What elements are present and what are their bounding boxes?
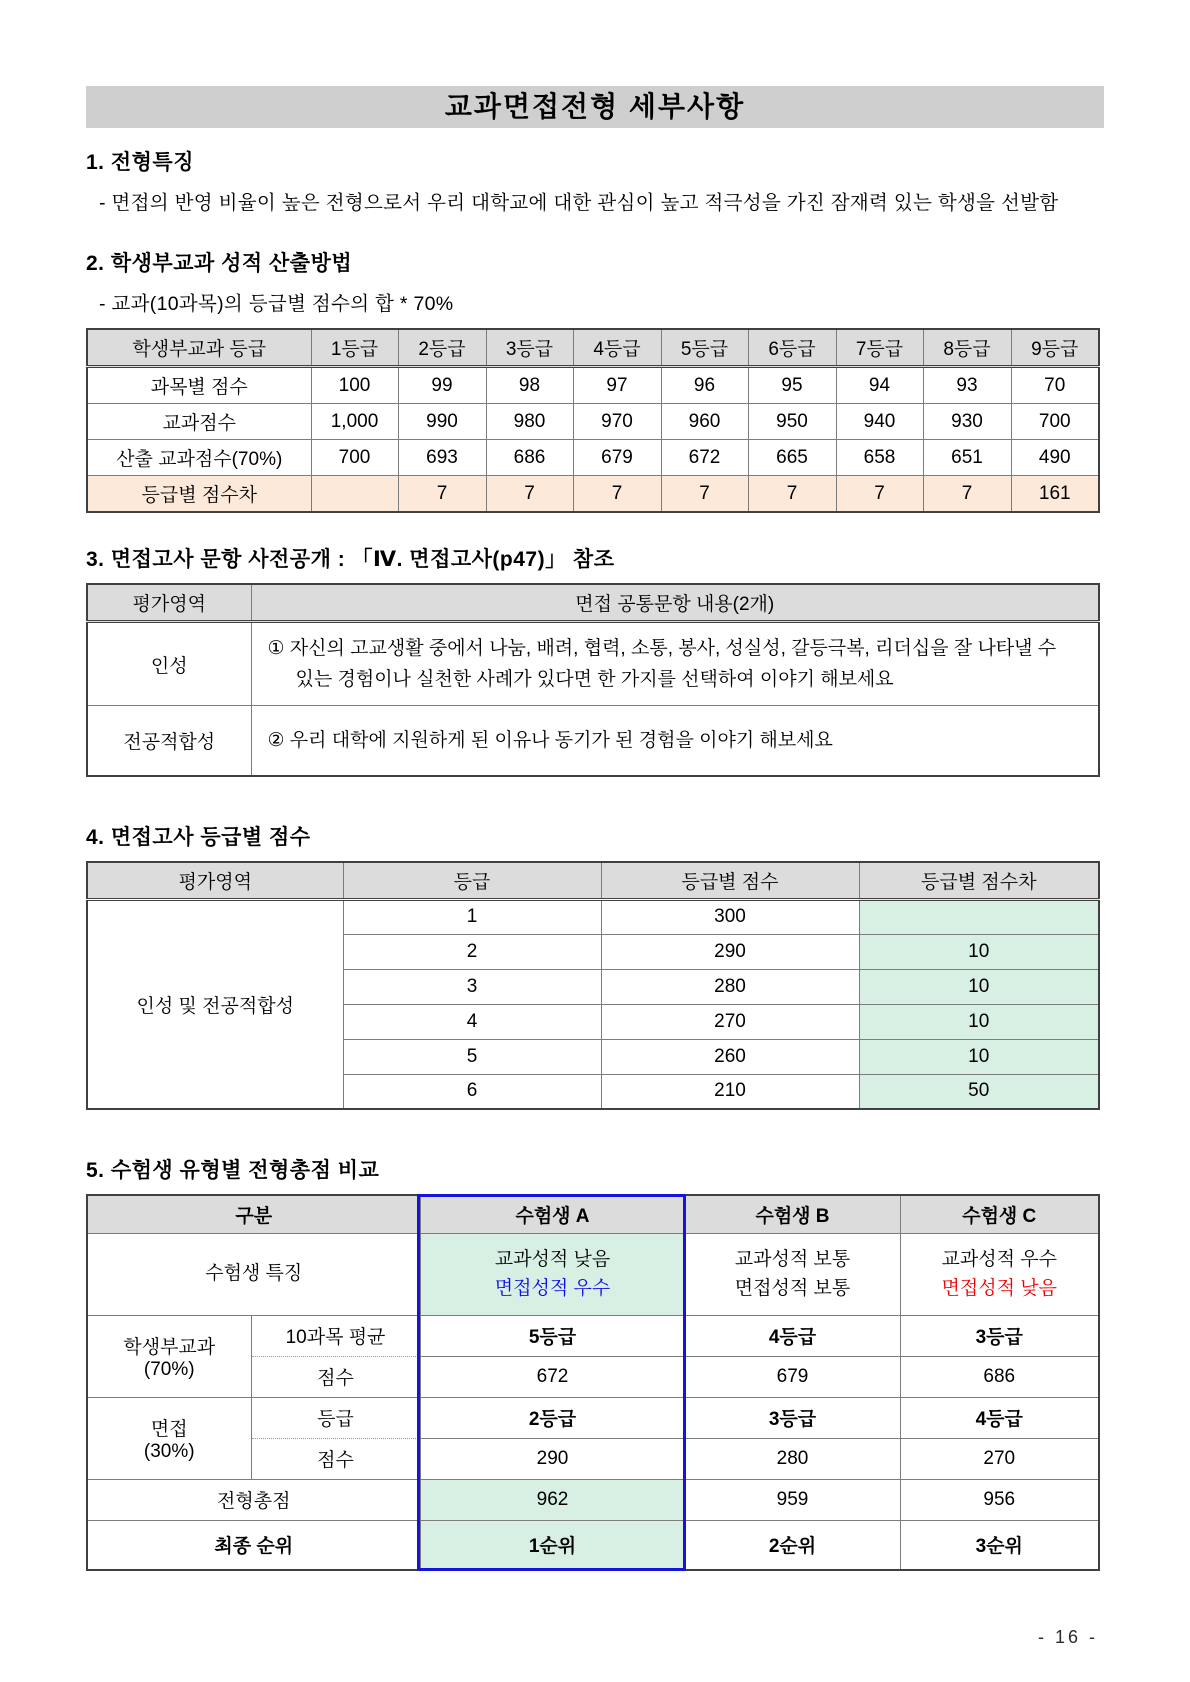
value-cell: 98 [486, 367, 573, 404]
diff-cell: 10 [859, 1004, 1099, 1039]
value-cell: 95 [748, 367, 836, 404]
header-cell: 평가영역 [87, 584, 251, 622]
table-header-row [87, 584, 1099, 622]
section-4-heading: 4. 면접고사 등급별 점수 [86, 825, 311, 849]
group-label-line: 학생부교과 [123, 1336, 216, 1358]
table-row-traits [87, 1233, 1099, 1315]
header-cell: 구분 [87, 1195, 420, 1233]
trait-line: 면접성적 낮음 [941, 1278, 1057, 1300]
diff-cell: 10 [859, 934, 1099, 969]
rank-cell-a: 1순위 [420, 1520, 685, 1570]
grade-score-table [86, 328, 1100, 513]
header-cell: 등급 [343, 862, 601, 900]
rank-cell-b: 2순위 [685, 1520, 900, 1570]
trait-line: 교과성적 낮음 [494, 1248, 611, 1270]
sub-label-cell: 점수 [251, 1438, 420, 1479]
group-label-cell [87, 1397, 251, 1479]
value-cell: 93 [923, 367, 1011, 404]
sub-label-cell: 등급 [251, 1397, 420, 1438]
row-label-cell: 등급별 점수차 [87, 476, 311, 513]
grade-cell: 2 [343, 934, 601, 969]
table-row-rank [87, 1520, 1099, 1570]
value-cell-a: 2등급 [420, 1397, 685, 1438]
value-cell: 693 [398, 440, 486, 476]
trait-line: 교과성적 보통 [734, 1248, 851, 1270]
header-cell: 6등급 [748, 329, 836, 367]
grade-cell: 3 [343, 969, 601, 1004]
row-label-cell: 교과점수 [87, 404, 311, 440]
header-cell-applicant-a: 수험생 A [420, 1195, 685, 1233]
page-number: - 16 - [1037, 1627, 1098, 1647]
value-cell: 686 [486, 440, 573, 476]
section-5-heading: 5. 수험생 유형별 전형총점 비교 [86, 1159, 380, 1183]
sub-label-cell: 점수 [251, 1356, 420, 1397]
value-cell-b: 4등급 [685, 1315, 900, 1356]
section-2-heading: 2. 학생부교과 성적 산출방법 [86, 252, 353, 276]
group-label-line: 면접 [150, 1418, 188, 1440]
header-cell-applicant-b: 수험생 B [685, 1195, 900, 1233]
group-label-line: (30%) [143, 1440, 195, 1462]
header-cell-applicant-c: 수험생 C [900, 1195, 1099, 1233]
trait-line: 면접성적 보통 [734, 1278, 851, 1300]
header-cell: 7등급 [836, 329, 923, 367]
value-cell-a: 290 [420, 1438, 685, 1479]
header-cell: 1등급 [311, 329, 398, 367]
diff-cell: 10 [859, 969, 1099, 1004]
value-cell-c: 4등급 [900, 1397, 1099, 1438]
grade-cell: 1 [343, 899, 601, 934]
header-cell: 평가영역 [87, 862, 343, 900]
traits-cell-b [685, 1233, 900, 1315]
score-cell: 300 [601, 899, 859, 934]
grade-cell: 6 [343, 1074, 601, 1109]
table-header-row [87, 1195, 1099, 1233]
value-cell: 100 [311, 367, 398, 404]
row-label-cell: 산출 교과점수(70%) [87, 440, 311, 476]
section-3-heading: 3. 면접고사 문항 사전공개 : 「Ⅳ. 면접고사(p47)」 참조 [86, 548, 615, 572]
value-cell-a: 5등급 [420, 1315, 685, 1356]
value-cell: 672 [661, 440, 748, 476]
table-row-calculated-score [87, 440, 1099, 476]
grade-cell: 5 [343, 1039, 601, 1074]
total-cell-b: 959 [685, 1479, 900, 1520]
traits-cell-c [900, 1233, 1099, 1315]
header-cell: 5등급 [661, 329, 748, 367]
trait-line: 교과성적 우수 [941, 1248, 1057, 1270]
question-cell: ② 우리 대학에 지원하게 된 이유나 동기가 된 경험을 이야기 해보세요 [251, 706, 1099, 776]
row-label-cell: 전형총점 [87, 1479, 420, 1520]
value-cell-c: 3등급 [900, 1315, 1099, 1356]
table-row-subject-average [87, 1315, 1099, 1356]
row-label-cell: 최종 순위 [87, 1520, 420, 1570]
section-1-heading: 1. 전형특징 [86, 151, 194, 174]
value-cell: 665 [748, 440, 836, 476]
group-label-line: (70%) [143, 1358, 195, 1380]
header-cell: 9등급 [1011, 329, 1099, 367]
interview-question-table [86, 583, 1100, 777]
applicant-comparison-table [86, 1194, 1100, 1571]
value-cell: 980 [486, 404, 573, 440]
table-row-total [87, 1479, 1099, 1520]
score-cell: 270 [601, 1004, 859, 1039]
section-1-bullet: - 면접의 반영 비율이 높은 전형으로서 우리 대학교에 대한 관심이 높고 적극성을 가진 잠재력 있는 학생을 선발함 [99, 192, 1059, 214]
value-cell: 930 [923, 404, 1011, 440]
value-cell: 7 [836, 476, 923, 513]
table-row-total-score [87, 404, 1099, 440]
row-label-cell: 과목별 점수 [87, 367, 311, 404]
value-cell: 94 [836, 367, 923, 404]
value-cell: 960 [661, 404, 748, 440]
table-header-row [87, 329, 1099, 367]
value-cell: 161 [1011, 476, 1099, 513]
section-2-bullet: - 교과(10과목)의 등급별 점수의 합 * 70% [99, 293, 454, 316]
value-cell-c: 686 [900, 1356, 1099, 1397]
value-cell-a: 672 [420, 1356, 685, 1397]
header-cell: 2등급 [398, 329, 486, 367]
value-cell-b: 280 [685, 1438, 900, 1479]
group-label-cell [87, 1315, 251, 1397]
sub-label-cell: 10과목 평균 [251, 1315, 420, 1356]
score-cell: 290 [601, 934, 859, 969]
score-cell: 210 [601, 1074, 859, 1109]
trait-line: 면접성적 우수 [494, 1278, 611, 1300]
grade-cell: 4 [343, 1004, 601, 1039]
value-cell: 7 [573, 476, 661, 513]
page-title: 교과면접전형 세부사항 [86, 86, 1104, 128]
value-cell: 679 [573, 440, 661, 476]
value-cell: 990 [398, 404, 486, 440]
row-label-cell: 수험생 특징 [87, 1233, 420, 1315]
area-label-cell: 인성 및 전공적합성 [87, 899, 343, 1109]
value-cell-b: 3등급 [685, 1397, 900, 1438]
value-cell: 658 [836, 440, 923, 476]
value-cell: 700 [1011, 404, 1099, 440]
table-row-personality [87, 622, 1099, 706]
header-cell: 학생부교과 등급 [87, 329, 311, 367]
value-cell: 96 [661, 367, 748, 404]
diff-cell: 10 [859, 1039, 1099, 1074]
value-cell: 970 [573, 404, 661, 440]
area-label-cell: 인성 [87, 622, 251, 706]
total-cell-a: 962 [420, 1479, 685, 1520]
value-cell: 7 [748, 476, 836, 513]
value-cell [311, 476, 398, 513]
value-cell: 950 [748, 404, 836, 440]
score-cell: 260 [601, 1039, 859, 1074]
table-header-row [87, 862, 1099, 900]
value-cell: 651 [923, 440, 1011, 476]
header-cell: 면접 공통문항 내용(2개) [251, 584, 1099, 622]
value-cell-c: 270 [900, 1438, 1099, 1479]
interview-grade-score-table [86, 861, 1100, 1111]
table-row-subject-score [87, 367, 1099, 404]
comparison-table-wrap [86, 1194, 1098, 1571]
header-cell: 3등급 [486, 329, 573, 367]
table-row [87, 899, 1099, 934]
value-cell: 7 [661, 476, 748, 513]
value-cell: 99 [398, 367, 486, 404]
score-cell: 280 [601, 969, 859, 1004]
diff-cell: 50 [859, 1074, 1099, 1109]
table-row-score-gap [87, 476, 1099, 513]
diff-cell [859, 899, 1099, 934]
value-cell: 7 [398, 476, 486, 513]
question-cell: ① 자신의 고교생활 중에서 나눔, 배려, 협력, 소통, 봉사, 성실성, 갈등극복, 리더십을 잘 나타낼 수 있는 경험이나 실천한 사례가 있다면 한 가지를 선택하여 이야기 해보세요 [251, 622, 1099, 706]
header-cell: 4등급 [573, 329, 661, 367]
header-cell: 8등급 [923, 329, 1011, 367]
area-label-cell: 전공적합성 [87, 706, 251, 776]
rank-cell-c: 3순위 [900, 1520, 1099, 1570]
table-row-major-fit [87, 706, 1099, 776]
value-cell: 940 [836, 404, 923, 440]
header-cell: 등급별 점수 [601, 862, 859, 900]
value-cell: 490 [1011, 440, 1099, 476]
value-cell: 70 [1011, 367, 1099, 404]
value-cell: 7 [923, 476, 1011, 513]
value-cell: 700 [311, 440, 398, 476]
header-cell: 등급별 점수차 [859, 862, 1099, 900]
table-row-interview-grade [87, 1397, 1099, 1438]
total-cell-c: 956 [900, 1479, 1099, 1520]
value-cell: 1,000 [311, 404, 398, 440]
value-cell-b: 679 [685, 1356, 900, 1397]
value-cell: 7 [486, 476, 573, 513]
value-cell: 97 [573, 367, 661, 404]
traits-cell-a [420, 1233, 685, 1315]
